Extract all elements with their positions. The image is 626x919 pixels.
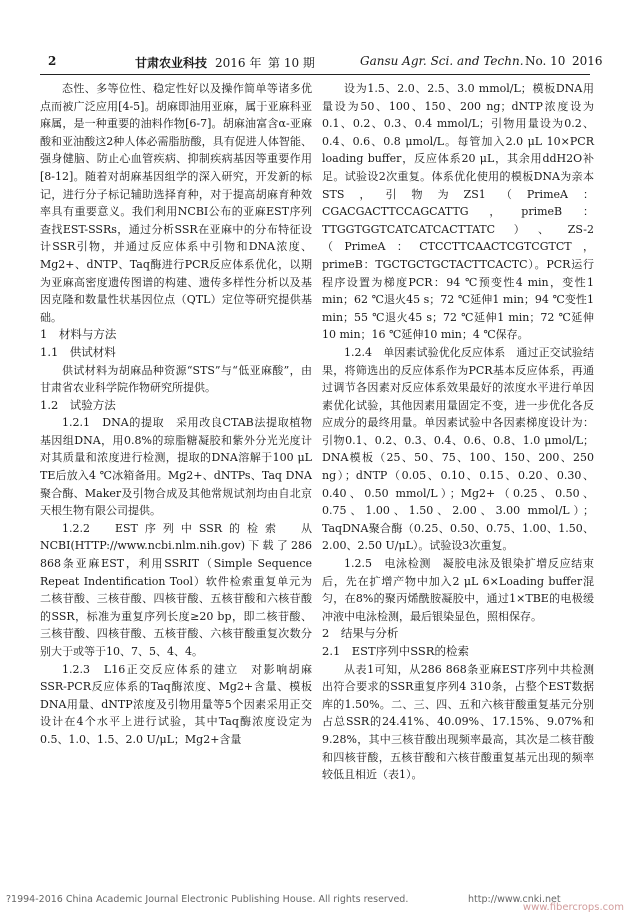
cnki-link[interactable]: http://www.cnki.net xyxy=(468,894,561,905)
journal-year-en: 2016 xyxy=(572,54,603,68)
left-column xyxy=(40,80,312,749)
body-paragraph: 1.2.4 单因素试验优化反应体系 通过正交试验结果，将筛选出的反应体系作为PCR基本反应体系，再通过调节各因素对反应体系效果最好的浓度水平进行单因素优化试验，其他因素用量固定不变，进一步优化各反应成分的最终用量。单因素试验中各因素梯度设计为：引物0.1、0.2、0.3、0.4、0.6、0.8、1.0 μmol/L；DNA模板（25、50、75、100、150、200、250 ng）；dNTP（0.05、0.10、0.15、0.20、0.30、0.40、0.50 mmol/L）；Mg2+（0.25、0.50、0.75、1.00、1.50、2.00、3.00 mmol/L）；TaqDNA聚合酶（0.25、0.50、0.75、1.00、1.50、2.00、2.50 U/μL）。试验设3次重复。 xyxy=(322,345,594,553)
body-paragraph: 设为1.5、2.0、2.5、3.0 mmol/L；模板DNA用量设为50、100、150、200 ng；dNTP浓度设为0.1、0.2、0.3、0.4 mmol/L；引物用量设为0.2、0.4、0.6、0.8 μmol/L。每管加入2.0 μL 10×PCR loading buffer，反应体系20 μL，其余用ddH2O补足。试验设2次重复。体系优化使用的模板DNA为亲本STS，引物为ZS1（PrimeA：CGACGACTTCCAGCATTG，primeB：TTGGTGGTCATCATCACTTATC）、ZS-2（PrimeA：CTCCTTCAACTCGTCGTCT，primeB：TGCTGCTGCTACTTCACTC）。PCR运行程序设置为梯度PCR：94 ℃预变性4 min，变性1 min；62 ℃退火45 s；72 ℃延伸1 min；94 ℃变性1 min；55 ℃退火45 s；72 ℃延伸1 min；72 ℃延伸10 min；16 ℃延伸10 min；4 ℃保存。 xyxy=(322,82,594,342)
journal-title-en: Gansu Agr. Sci. and Techn. xyxy=(360,54,524,68)
page-number: 2 xyxy=(48,54,57,68)
journal-title-cn: 甘肃农业科技 xyxy=(135,56,208,70)
journal-issue-en: No. 10 xyxy=(525,54,566,68)
body-paragraph: 1.2.2 EST序列中SSR的检索 从NCBI(HTTP://www.ncbi.nlm.nih.gov)下载了286 868条亚麻EST，利用SSRIT（Simple Sequence Repeat Indentification Tool）软件检索重复单元为二核苷酸、三核苷酸、四核苷酸、五核苷酸和六核苷酸的SSR，标准为重复序列长度≥20 bp，即二核苷酸、三核苷酸、四核苷酸、五核苷酸、六核苷酸重复次数分别大于或等于10、7、5、4、4。 xyxy=(40,521,312,658)
running-header xyxy=(40,52,603,75)
section-heading: 2 结果与分析 xyxy=(322,626,399,641)
watermark-text: www.fibercrops.com xyxy=(522,902,624,913)
body-paragraph: 从表1可知，从286 868条亚麻EST序列中共检测出符合要求的SSR重复序列4 310条，占整个EST数据库的1.50%。二、三、四、五和六核苷酸重复基元分别占总SSR的24.41%、40.09%、17.15%、9.07%和9.28%，其中三核苷酸出现频率最高，其次是二核苷酸和四核苷酸，五核苷酸和六核苷酸重复基元出现的频率较低且相近（表1）。 xyxy=(322,662,594,782)
right-column xyxy=(322,80,594,784)
journal-year: 2016 年 xyxy=(215,56,262,70)
body-paragraph: 1.2.1 DNA的提取 采用改良CTAB法提取植物基因组DNA，用0.8%的琼脂糖凝胶和紫外分光光度计对其质量和浓度进行检测，提取的DNA溶解于100 μL TE后放入4 ℃冰箱备用。Mg2+、dNTPs、Taq DNA聚合酶、Maker及引物合成及其他常规试剂均由自北京天根生物有限公司提供。 xyxy=(40,416,312,518)
body-paragraph: 1.2.3 L16正交反应体系的建立 对影响胡麻SSR-PCR反应体系的Taq酶浓度、Mg2+含量、模板DNA用量、dNTP浓度及引物用量等5个因素采用正交设计在4个水平上进行试验，其中Taq酶浓度设定为0.5、1.0、1.5、2.0 U/μL；Mg2+含量 xyxy=(40,662,312,746)
body-paragraph: 态性、多等位性、稳定性好以及操作简单等诸多优点而被广泛应用[4-5]。胡麻即油用亚麻，属于亚麻科亚麻属，是一种重要的油料作物[6-7]。胡麻油富含α-亚麻酸和亚油酸这2种人体必需脂肪酸，具有促进人体智能、强身健脑、防止心血管疾病、抑制疾病基因等重要作用[8-12]。随着对胡麻基因组学的深入研究，开发新的标记，进行分子标记辅助选择育种，对于提高胡麻育种效率具有重要意义。我们利用NCBI公布的亚麻EST序列查找EST-SSRs，通过分析SSR在亚麻中的分布特征设计SSR引物，并通过反应体系中引物和DNA浓度、Mg2+、dNTP、Taq酶进行PCR反应体系优化，以期为亚麻高密度遗传图谱的构建、遗传多样性分析以及基因克隆和数量性状基因位点（QTL）定位等研究提供基础。 xyxy=(40,82,312,324)
section-heading: 2.1 EST序列中SSR的检索 xyxy=(322,644,469,658)
section-heading: 1 材料与方法 xyxy=(40,327,117,342)
body-paragraph: 供试材料为胡麻品种资源“STS”与“低亚麻酸”，由甘肃省农业科学院作物研究所提供。 xyxy=(40,363,312,395)
section-heading: 1.2 试验方法 xyxy=(40,397,116,412)
journal-issue: 第 10 期 xyxy=(268,56,315,70)
copyright-notice: ?1994-2016 China Academic Journal Electronic Publishing House. All rights reserved. xyxy=(6,894,409,905)
section-heading: 1.1 供试材料 xyxy=(40,344,116,359)
body-paragraph: 1.2.5 电泳检测 凝胶电泳及银染扩增反应结束后，先在扩增产物中加入2 μL 6×Loading buffer混匀，在8%的聚丙烯酰胺凝胶中，通过1×TBE的电极缓冲液中电泳检测，最后银染显色，照相保存。 xyxy=(322,557,594,623)
